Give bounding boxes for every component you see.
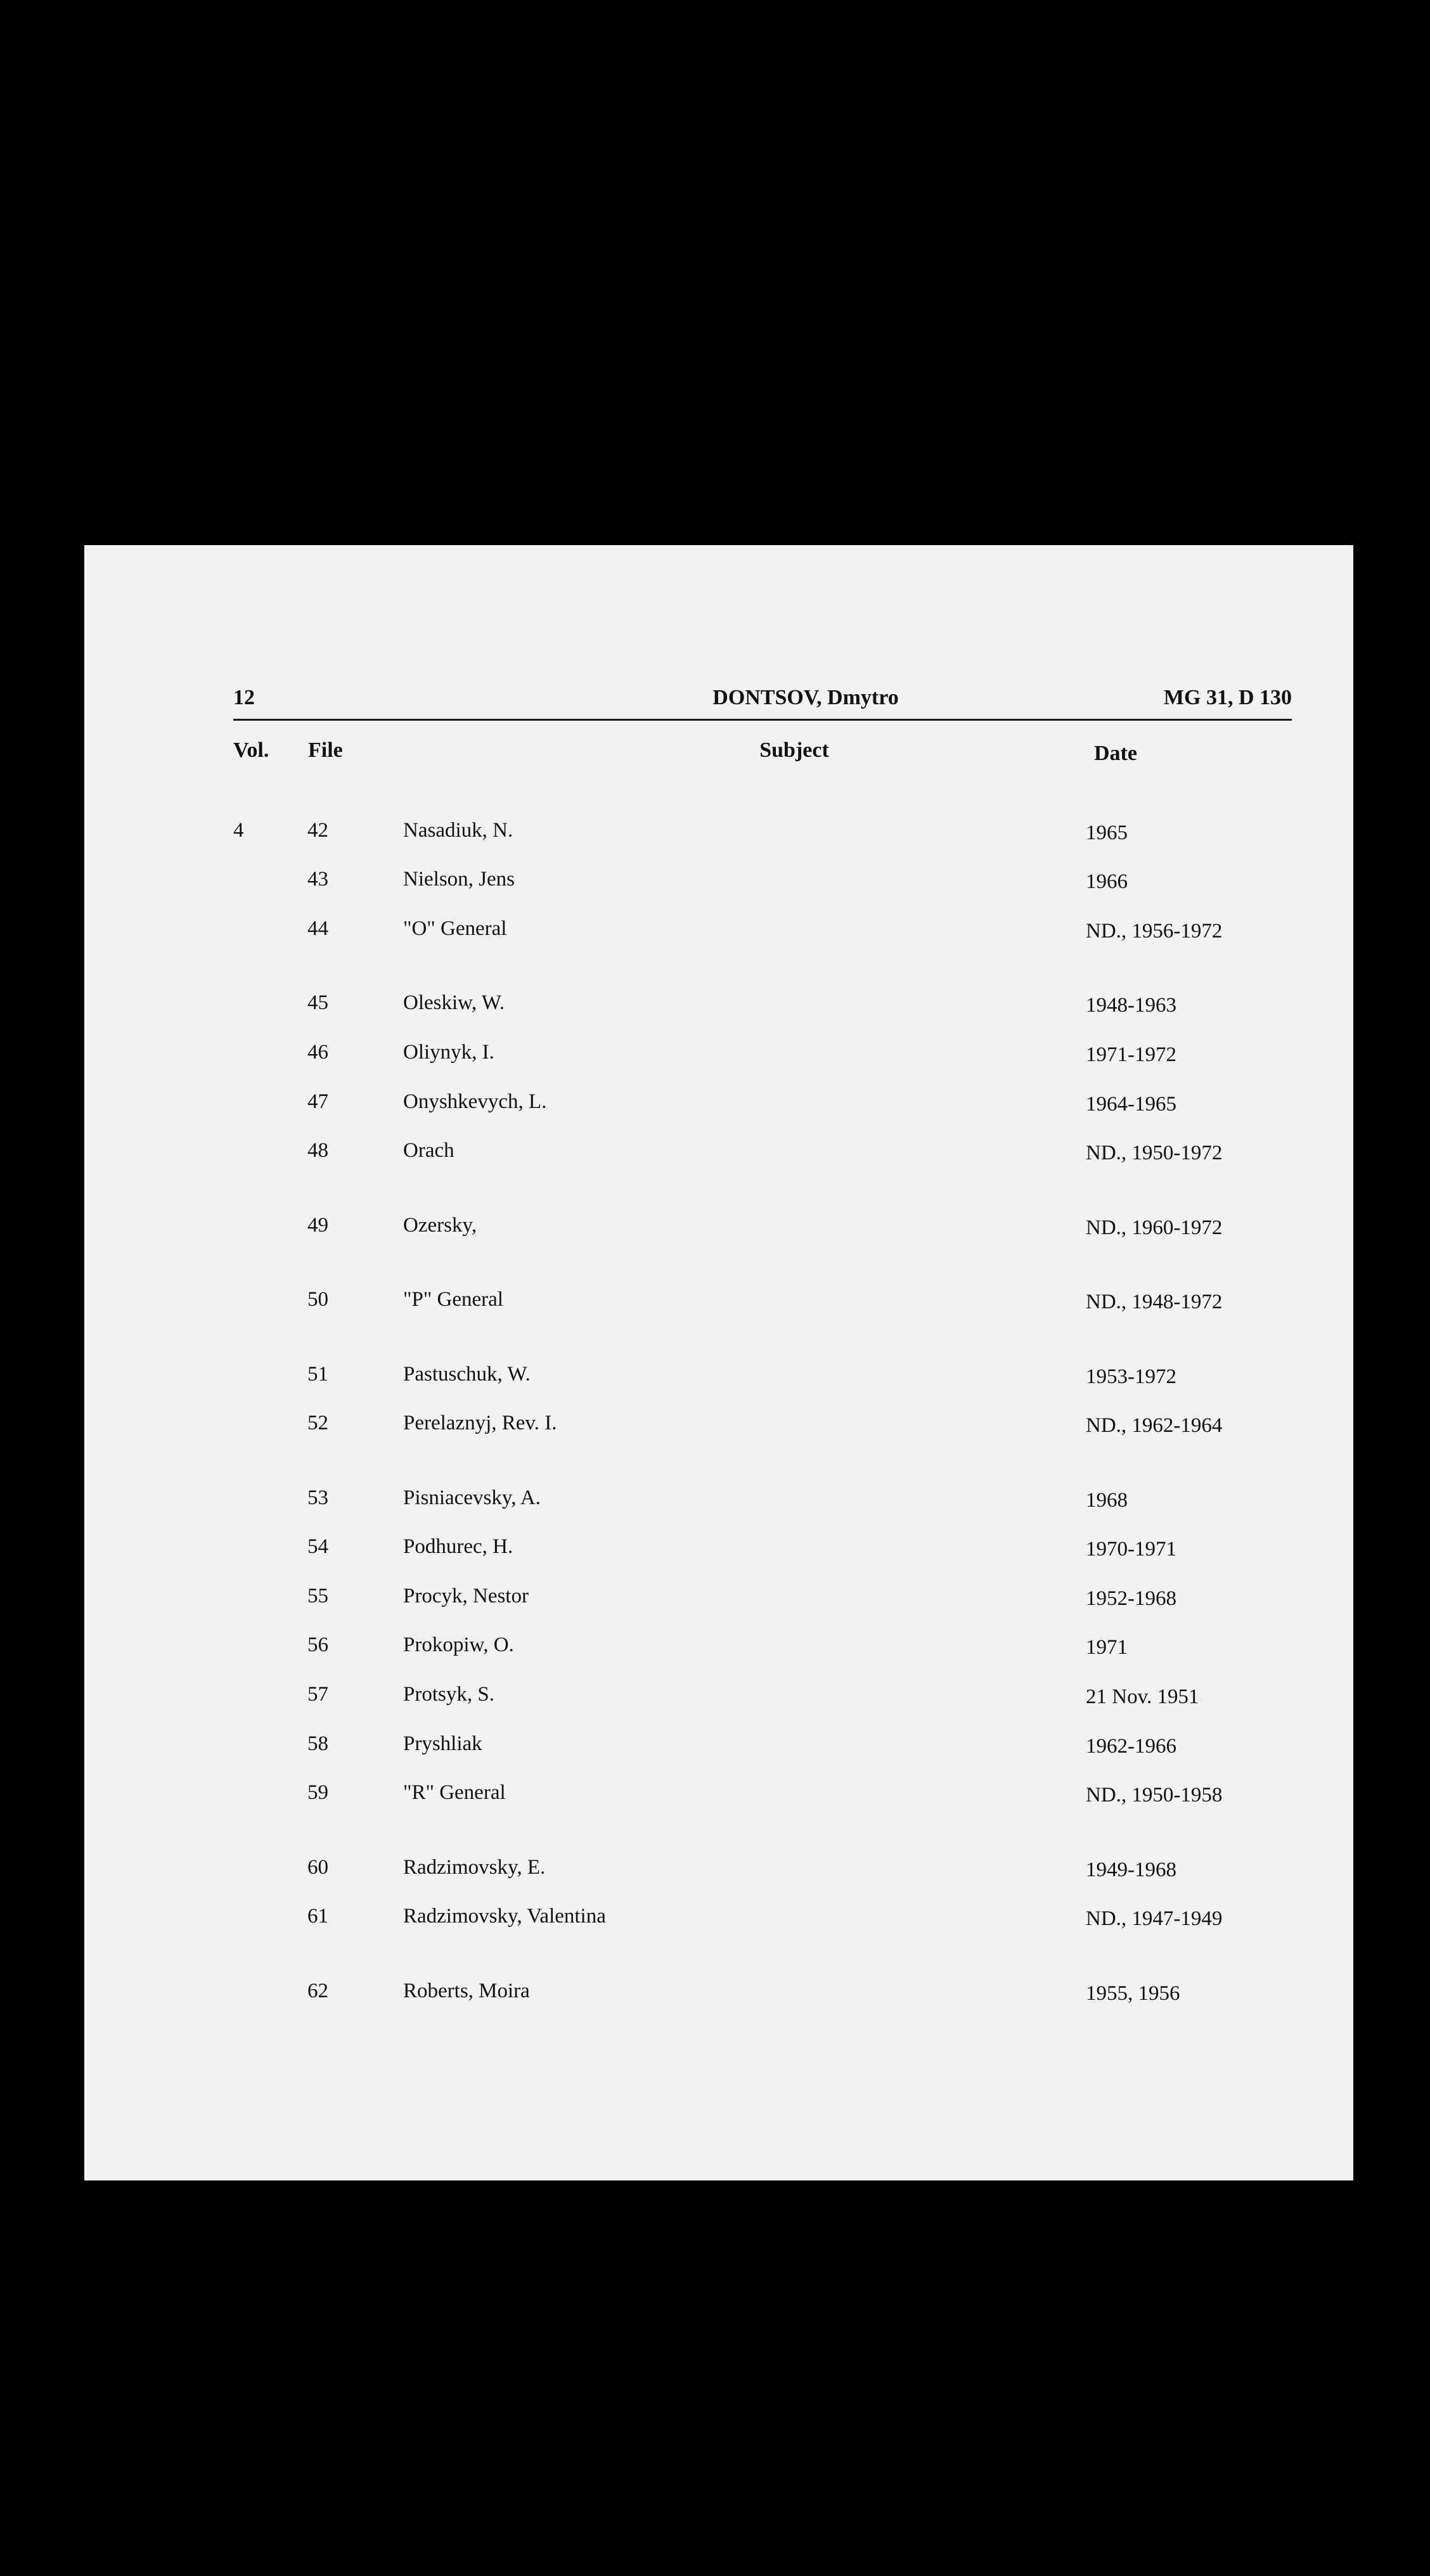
date-cell: 1971 bbox=[1086, 1636, 1128, 1659]
fonds-reference: MG 31, D 130 bbox=[1163, 686, 1292, 709]
file-number: 58 bbox=[307, 1732, 328, 1755]
subject-cell: Onyshkevych, L. bbox=[403, 1090, 547, 1113]
date-cell: 1968 bbox=[1086, 1489, 1128, 1512]
file-number: 48 bbox=[307, 1139, 328, 1162]
file-number: 56 bbox=[307, 1633, 328, 1656]
file-number: 59 bbox=[307, 1781, 328, 1804]
file-number: 47 bbox=[307, 1090, 328, 1113]
subject-cell: Oleskiw, W. bbox=[403, 991, 505, 1014]
subject-cell: Orach bbox=[403, 1139, 454, 1162]
file-number: 43 bbox=[307, 868, 328, 891]
header-rule bbox=[233, 719, 1292, 721]
vol-cell: 4 bbox=[233, 819, 244, 842]
date-cell: 1953-1972 bbox=[1086, 1365, 1176, 1388]
file-number: 52 bbox=[307, 1412, 328, 1434]
date-cell: ND., 1956-1972 bbox=[1086, 920, 1223, 943]
column-header-file: File bbox=[308, 738, 343, 762]
column-header-vol: Vol. bbox=[233, 738, 269, 762]
file-number: 51 bbox=[307, 1363, 328, 1386]
date-cell: ND., 1948-1972 bbox=[1086, 1291, 1223, 1313]
date-cell: 1966 bbox=[1086, 870, 1128, 893]
subject-cell: Roberts, Moira bbox=[403, 1980, 530, 2002]
date-cell: 1962-1966 bbox=[1086, 1735, 1176, 1758]
date-cell: 21 Nov. 1951 bbox=[1086, 1685, 1199, 1708]
file-number: 60 bbox=[307, 1856, 328, 1879]
subject-cell: Pastuschuk, W. bbox=[403, 1363, 531, 1386]
subject-cell: Ozersky, bbox=[403, 1214, 477, 1237]
date-cell: ND., 1947-1949 bbox=[1086, 1907, 1223, 1930]
date-cell: 1965 bbox=[1086, 821, 1128, 844]
date-cell: 1948-1963 bbox=[1086, 994, 1176, 1017]
subject-cell: Perelaznyj, Rev. I. bbox=[403, 1412, 557, 1434]
date-cell: ND., 1960-1972 bbox=[1086, 1216, 1223, 1239]
file-number: 62 bbox=[307, 1980, 328, 2002]
date-cell: 1952-1968 bbox=[1086, 1587, 1176, 1610]
subject-cell: Prokopiw, O. bbox=[403, 1633, 514, 1656]
date-cell: ND., 1950-1958 bbox=[1086, 1784, 1223, 1806]
subject-cell: Protsyk, S. bbox=[403, 1683, 494, 1706]
page-title: DONTSOV, Dmytro bbox=[712, 686, 899, 709]
subject-cell: Procyk, Nestor bbox=[403, 1585, 529, 1607]
file-number: 61 bbox=[307, 1905, 328, 1928]
file-number: 53 bbox=[307, 1486, 328, 1509]
subject-cell: Podhurec, H. bbox=[403, 1535, 513, 1558]
file-number: 55 bbox=[307, 1585, 328, 1607]
date-cell: ND., 1950-1972 bbox=[1086, 1142, 1223, 1164]
file-number: 57 bbox=[307, 1683, 328, 1706]
date-cell: 1955, 1956 bbox=[1086, 1982, 1180, 2005]
date-cell: ND., 1962-1964 bbox=[1086, 1414, 1223, 1437]
date-cell: 1971-1972 bbox=[1086, 1043, 1176, 1066]
page-number: 12 bbox=[233, 686, 255, 709]
subject-cell: Oliynyk, I. bbox=[403, 1041, 494, 1064]
column-header-date: Date bbox=[1094, 742, 1137, 765]
subject-cell: "O" General bbox=[403, 917, 507, 940]
subject-cell: "R" General bbox=[403, 1781, 506, 1804]
date-cell: 1970-1971 bbox=[1086, 1538, 1176, 1561]
date-cell: 1949-1968 bbox=[1086, 1858, 1176, 1881]
subject-cell: Pryshliak bbox=[403, 1732, 482, 1755]
file-number: 54 bbox=[307, 1535, 328, 1558]
date-cell: 1964-1965 bbox=[1086, 1093, 1176, 1116]
subject-cell: Nasadiuk, N. bbox=[403, 819, 513, 842]
subject-cell: "P" General bbox=[403, 1288, 503, 1311]
document-page bbox=[84, 545, 1353, 2180]
file-number: 50 bbox=[307, 1288, 328, 1311]
subject-cell: Radzimovsky, E. bbox=[403, 1856, 546, 1879]
file-number: 42 bbox=[307, 819, 328, 842]
subject-cell: Radzimovsky, Valentina bbox=[403, 1905, 606, 1928]
file-number: 45 bbox=[307, 991, 328, 1014]
file-number: 49 bbox=[307, 1214, 328, 1237]
column-header-subject: Subject bbox=[759, 738, 829, 762]
file-number: 46 bbox=[307, 1041, 328, 1064]
subject-cell: Pisniacevsky, A. bbox=[403, 1486, 541, 1509]
subject-cell: Nielson, Jens bbox=[403, 868, 515, 891]
file-number: 44 bbox=[307, 917, 328, 940]
